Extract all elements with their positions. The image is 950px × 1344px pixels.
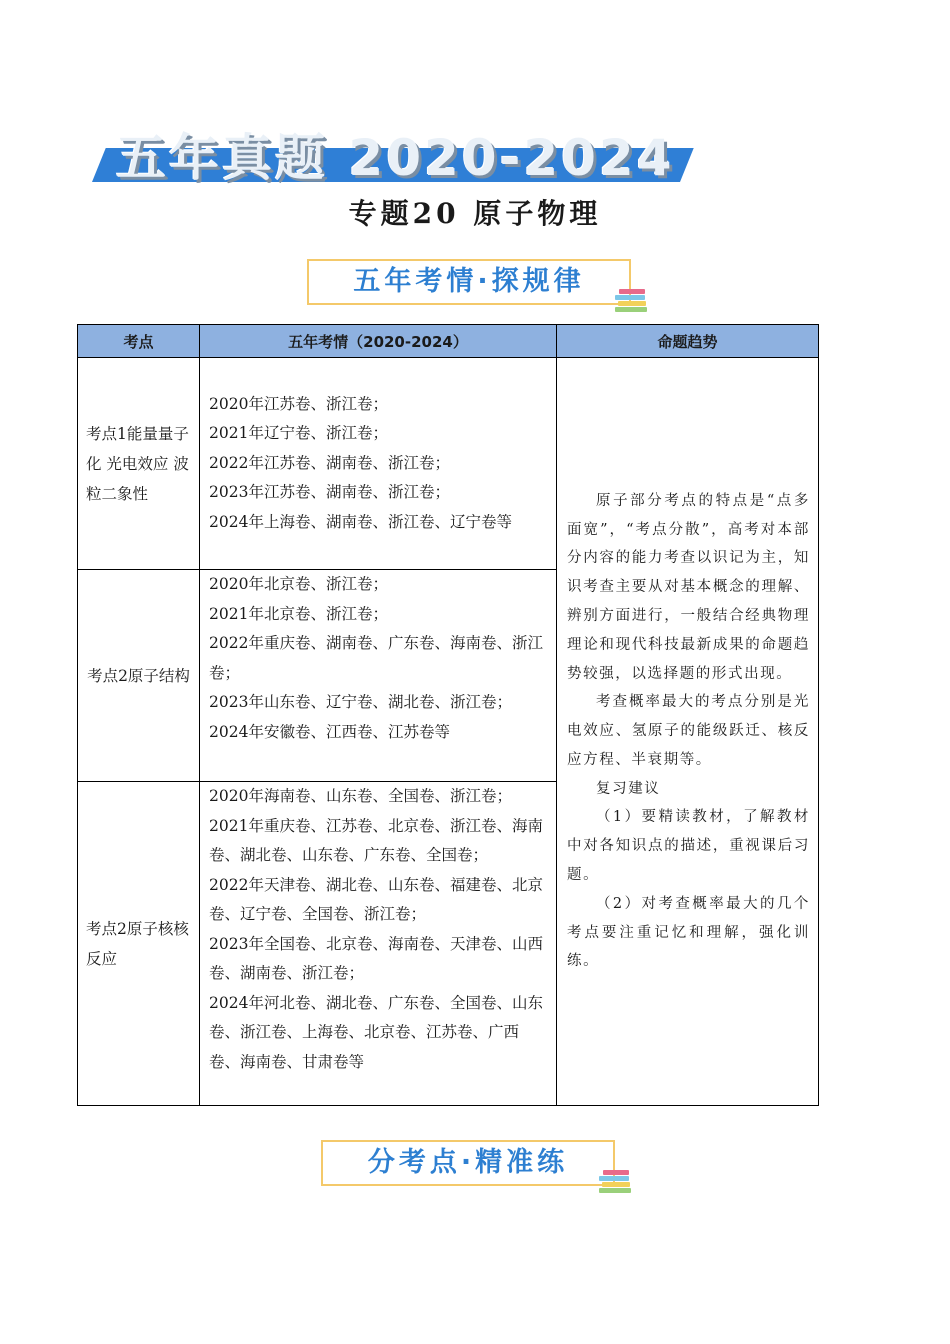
year-line: 2024年上海卷、湖南卷、浙江卷、辽宁卷等 (209, 512, 512, 531)
trend-paragraph: 原子部分考点的特点是“点多面宽”，“考点分散”，高考对本部分内容的能力考查以识记为主，知识考查主要从对基本概念的理解、辨别方面进行，一般结合经典物理理论和现代科技最新成果的命题趋势较强，以选择题的形式出现。 (567, 492, 810, 682)
section-header-trends (307, 259, 631, 305)
table-header-row (78, 325, 819, 358)
point-cell: 考点2原子结构 (78, 570, 200, 782)
year-line: 2024年河北卷、湖北卷、广东卷、全国卷、山东卷、浙江卷、上海卷、北京卷、江苏卷、广西卷、海南卷、甘肃卷等 (209, 993, 543, 1071)
year-line: 2020年江苏卷、浙江卷； (209, 394, 388, 413)
year-line: 2020年海南卷、山东卷、全国卷、浙江卷； (209, 787, 512, 805)
year-line: 2021年辽宁卷、浙江卷； (209, 424, 388, 443)
year-line: 2022年天津卷、湖北卷、山东卷、福建卷、北京卷、辽宁卷、全国卷、浙江卷； (209, 875, 543, 923)
point-cell: 考点2原子核核反应 (78, 782, 200, 1106)
books-icon (599, 1170, 633, 1192)
exam-trend-table (77, 324, 819, 1106)
years-cell (200, 570, 557, 782)
header-trend: 命题趋势 (557, 325, 819, 358)
banner-title: 五年真题 2020-2024 (116, 129, 675, 187)
subject-title-text: 专题20 原子物理 (348, 197, 602, 230)
years-cell (200, 782, 557, 1106)
table-row (78, 358, 819, 570)
trend-paragraph: 复习建议 (596, 780, 661, 797)
years-cell (200, 358, 557, 570)
trend-paragraph: （1）要精读教材，了解教材中对各知识点的描述，重视课后习题。 (567, 809, 810, 884)
year-line: 2024年安徽卷、江西卷、江苏卷等 (209, 722, 450, 741)
books-icon (615, 289, 649, 311)
header-point: 考点 (78, 325, 200, 358)
title-banner (92, 118, 682, 187)
header-years: 五年考情（2020-2024） (200, 325, 557, 358)
year-line: 2021年北京卷、浙江卷； (209, 604, 388, 623)
trend-paragraph: 考查概率最大的考点分别是光电效应、氢原子的能级跃迁、核反应方程、半衰期等。 (567, 694, 810, 768)
trend-cell (557, 358, 819, 1106)
year-line: 2023年江苏卷、湖南卷、浙江卷； (209, 483, 450, 502)
year-line: 2023年山东卷、辽宁卷、湖北卷、浙江卷； (209, 693, 512, 711)
year-line: 2023年全国卷、北京卷、海南卷、天津卷、山西卷、湖南卷、浙江卷； (209, 934, 543, 982)
section-header-practice-label: 分考点·精准练 (367, 1147, 569, 1178)
year-line: 2022年重庆卷、湖南卷、广东卷、海南卷、浙江卷； (209, 634, 543, 682)
year-line: 2021年重庆卷、江苏卷、北京卷、浙江卷、海南卷、湖北卷、山东卷、广东卷、全国卷； (209, 816, 543, 864)
point-cell: 考点1能量量子化 光电效应 波粒二象性 (78, 358, 200, 570)
subject-title (0, 192, 950, 232)
trend-paragraph: （2）对考查概率最大的几个考点要注重记忆和理解，强化训练。 (567, 895, 810, 970)
year-line: 2022年江苏卷、湖南卷、浙江卷； (209, 453, 450, 472)
section-header-trends-label: 五年考情·探规律 (353, 266, 585, 297)
year-line: 2020年北京卷、浙江卷； (209, 575, 388, 593)
section-header-practice (321, 1140, 615, 1186)
